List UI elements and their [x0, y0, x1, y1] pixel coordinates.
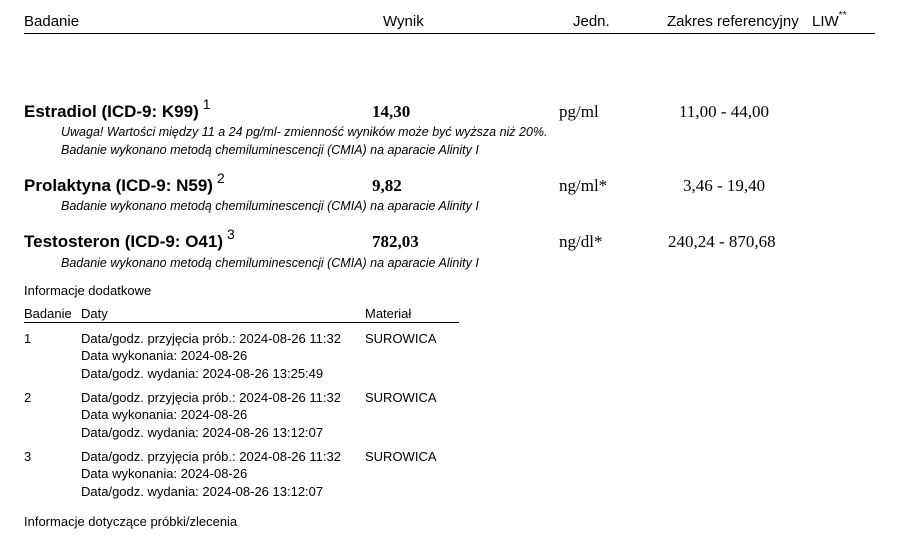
additional-row-material: SUROWICA — [365, 331, 437, 346]
test-result-testosteron: 782,03 — [372, 232, 419, 251]
additional-row-performed: Data wykonania: 2024-08-26 — [81, 466, 248, 481]
additional-row-material: SUROWICA — [365, 390, 437, 405]
header-col-range: Zakres referencyjny — [667, 13, 799, 30]
additional-header-rule — [24, 322, 459, 323]
additional-row-received: Data/godz. przyjęcia prób.: 2024-08-26 11:32 — [81, 449, 341, 464]
header-col-unit: Jedn. — [573, 13, 610, 30]
additional-row-issued: Data/godz. wydania: 2024-08-26 13:12:07 — [81, 484, 324, 499]
additional-row-performed: Data wykonania: 2024-08-26 — [81, 407, 248, 422]
additional-col-test: Badanie — [24, 306, 72, 321]
additional-row-issued: Data/godz. wydania: 2024-08-26 13:12:07 — [81, 425, 324, 440]
additional-row-performed: Data wykonania: 2024-08-26 — [81, 348, 248, 363]
additional-row-received: Data/godz. przyjęcia prób.: 2024-08-26 11:32 — [81, 331, 341, 346]
header-col-test: Badanie — [24, 13, 80, 30]
additional-row-num: 2 — [24, 390, 32, 405]
additional-row-issued: Data/godz. wydania: 2024-08-26 13:25:49 — [81, 366, 324, 381]
test-note: Badanie wykonano metodą chemiluminescencji (CMIA) na aparacie Alinity I — [61, 143, 479, 157]
additional-row-material: SUROWICA — [365, 449, 437, 464]
additional-row-num: 3 — [24, 449, 32, 464]
test-name-testosteron: Testosteron (ICD-9: O41) $^3$ — [24, 226, 235, 251]
header-col-result: Wynik — [383, 13, 424, 30]
header-col-liw: LIW** — [812, 10, 847, 30]
test-range-prolaktyna: 3,46 - 19,40 — [683, 176, 766, 195]
test-range-estradiol: 11,00 - 44,00 — [679, 102, 770, 121]
test-ref-2: 2 — [216, 170, 225, 186]
test-ref-3: 3 — [227, 226, 235, 242]
test-unit-estradiol: pg/ml — [559, 102, 599, 121]
test-range-testosteron: 240,24 - 870,68 — [668, 232, 776, 251]
test-ref-1: 1 — [202, 96, 211, 112]
test-note: Badanie wykonano metodą chemiluminescencji (CMIA) na aparacie Alinity I — [61, 256, 479, 270]
additional-row-num: 1 — [24, 331, 32, 346]
additional-row-received: Data/godz. przyjęcia prób.: 2024-08-26 11:32 — [81, 390, 341, 405]
test-unit-testosteron: ng/dl* — [559, 232, 603, 251]
test-note: Badanie wykonano metodą chemiluminescencji (CMIA) na aparacie Alinity I — [61, 199, 479, 213]
additional-col-material: Materiał — [365, 306, 412, 321]
additional-info-title: Informacje dodatkowe — [24, 283, 152, 298]
sample-info-title: Informacje dotyczące próbki/zlecenia — [24, 514, 238, 529]
test-name-estradiol: Estradiol (ICD-9: K99) $^1$ — [24, 96, 211, 121]
test-note: Uwaga! Wartości między 11 a 24 pg/ml- zmienność wyników może być wyższa niż 20%. — [61, 125, 548, 139]
test-name-prolaktyna: Prolaktyna (ICD-9: N59) $^2$ — [24, 170, 225, 195]
test-result-estradiol: 14,30 — [372, 102, 411, 121]
additional-col-dates: Daty — [81, 306, 108, 321]
liw-footnote-mark: ** — [838, 10, 847, 21]
test-unit-prolaktyna: ng/ml* — [559, 176, 608, 195]
test-result-prolaktyna: 9,82 — [372, 176, 402, 195]
header-rule — [24, 33, 875, 34]
